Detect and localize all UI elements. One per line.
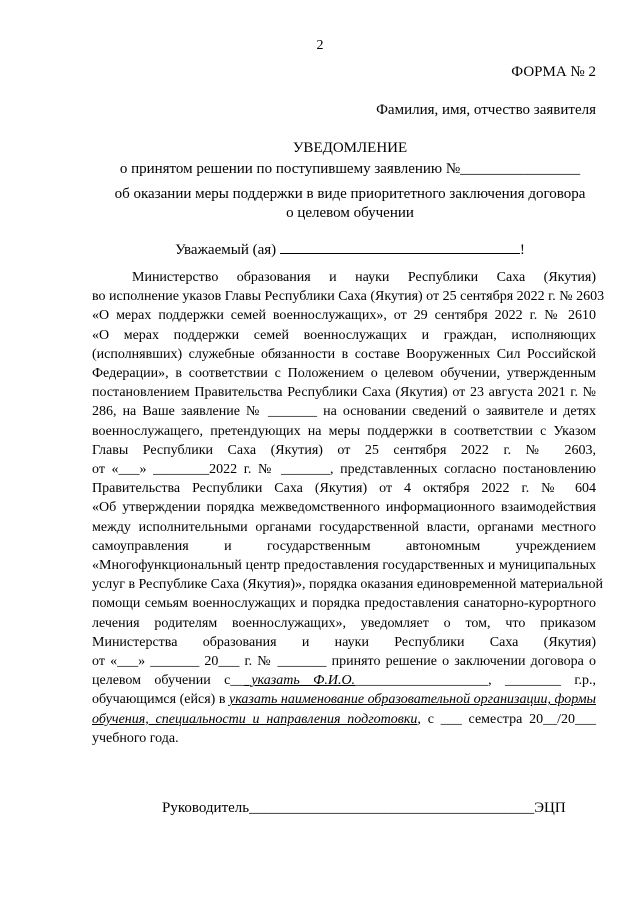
- body-line: самоуправления и государственным автономным учреждением: [92, 538, 596, 554]
- body-line: от «___» ________2022 г. № _______, представленных согласно постановлению: [92, 462, 596, 478]
- signature-label: Руководитель: [162, 800, 250, 816]
- signature-line: ______________________________________: [249, 800, 535, 816]
- body-line: помощи семьям военнослужащих и порядка предоставления санаторно-курортного: [92, 596, 596, 612]
- body-line: 286, на Ваше заявление № _______ на основании сведений о заявителе и детях: [92, 404, 596, 420]
- body-line: [92, 671, 596, 690]
- subtitle-line-3: о целевом обучении: [286, 205, 414, 221]
- specialty-placeholder: обучения, специальности и направления подготовки: [92, 711, 418, 727]
- body-line: (исполнявших) служебные обязанности в составе Вооруженных Сил Российской: [92, 346, 596, 362]
- subtitle-line-2: об оказании меры поддержки в виде приоритетного заключения договора: [114, 186, 586, 202]
- recipient-name-line: [280, 241, 520, 254]
- body-line: во исполнение указов Главы Республики Саха (Якутия) от 25 сентября 2022 г. № 2603: [92, 289, 605, 305]
- body-line: «О мерах поддержки семей военнослужащих», от 29 сентября 2022 г. № 2610: [92, 308, 596, 324]
- organization-placeholder: указать наименование образовательной организации, формы: [228, 692, 596, 708]
- body-line: постановлением Правительства Республики Саха (Якутия) от 23 августа 2021 г. №: [92, 385, 596, 401]
- text-segment: ___________________, ________ г.р.,: [355, 673, 596, 689]
- body-line: Главы Республики Саха (Якутия) от 25 сентября 2022 г. № 2603,: [92, 442, 596, 458]
- body-line: [92, 690, 596, 709]
- body-line: [92, 710, 596, 729]
- text-segment: целевом обучении с__: [92, 673, 245, 689]
- greeting: [70, 241, 630, 259]
- body-line: военнослужащего, претендующих на меры поддержки в соответствии с Указом: [92, 423, 596, 439]
- body-line: услуг в Республике Саха (Якутия)», порядка оказания единовременной материальной: [92, 577, 604, 593]
- body-line: лечения родителям военнослужащих», уведомляет о том, что приказом: [92, 615, 596, 631]
- applicant-label: Фамилия, имя, отчество заявителя: [376, 102, 596, 118]
- body-line: от «___» _______ 20___ г. № _______ принято решение о заключении договора о: [92, 654, 596, 670]
- body-line: «Об утверждении порядка межведомственного информационного взаимодействия: [92, 500, 596, 516]
- text-segment: , с ___ семестра 20__/20___: [417, 711, 596, 727]
- body-line: Федерации», в соответствии с Положением о целевом обучении, утвержденным: [92, 366, 596, 382]
- body-line: «О мерах поддержки семей военнослужащих и граждан, исполняющих: [92, 327, 596, 343]
- page-number: 2: [316, 38, 324, 53]
- fio-placeholder: _указать Ф.И.О.: [244, 673, 356, 689]
- body-line: между исполнительными органами государственной власти, органами местного: [92, 519, 596, 535]
- document-title: УВЕДОМЛЕНИЕ: [292, 140, 408, 156]
- body-line: учебного года.: [92, 730, 179, 746]
- ecp-label: ЭЦП: [534, 800, 566, 816]
- notification-body: [92, 268, 605, 748]
- text-segment: обучающимся (ейся) в: [92, 692, 229, 708]
- greeting-end: !: [519, 242, 525, 258]
- form-label: ФОРМА № 2: [511, 64, 596, 80]
- body-line: Правительства Республики Саха (Якутия) от 4 октября 2022 г. № 604: [92, 481, 596, 497]
- body-line: «Многофункциональный центр предоставления государственных и муниципальных: [92, 558, 596, 574]
- body-line: Министерство образования и науки Республики Саха (Якутия): [132, 270, 596, 285]
- body-line: Министерства образования и науки Республики Саха (Якутия): [92, 634, 596, 650]
- signature-block: [162, 800, 566, 817]
- subtitle-line-1: о принятом решении по поступившему заявлению №________________: [119, 161, 581, 177]
- greeting-text: Уважаемый (ая): [175, 242, 280, 258]
